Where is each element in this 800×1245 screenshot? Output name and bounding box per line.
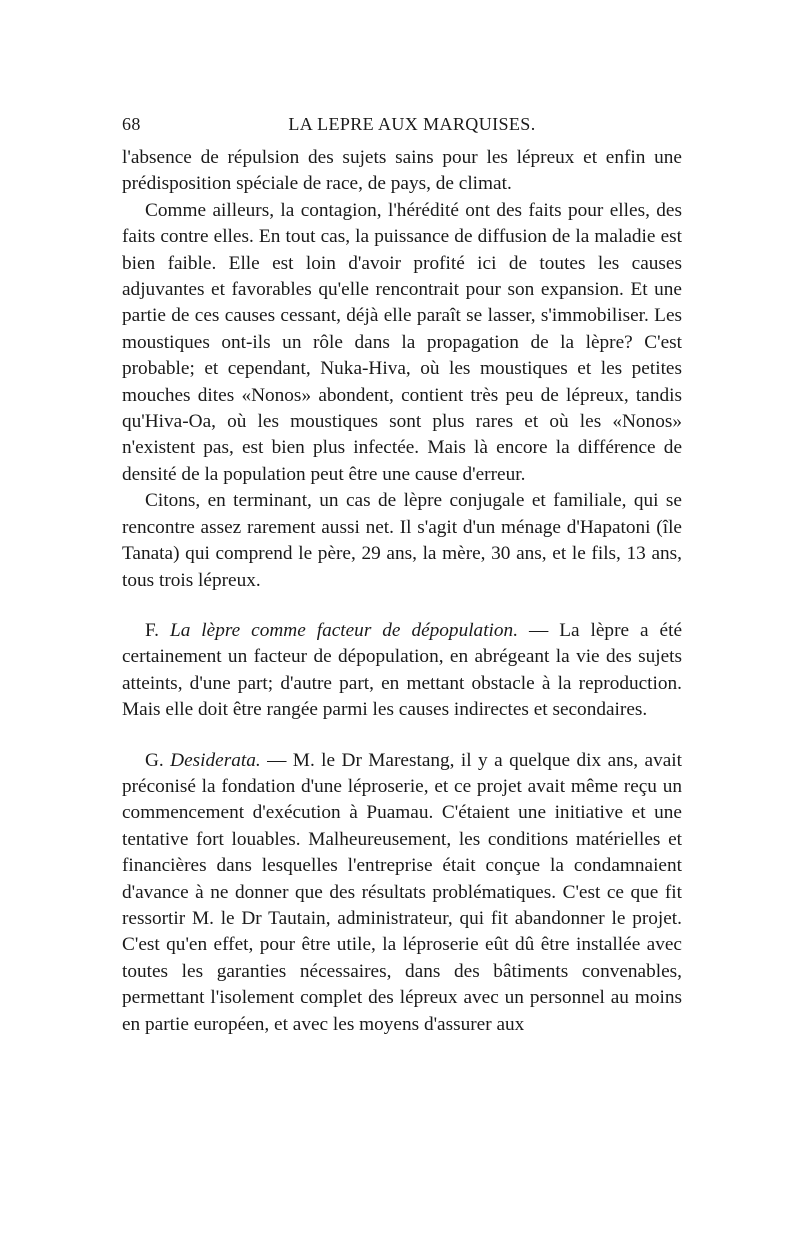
section-f-label: F.	[145, 619, 159, 641]
section-g-title: Desiderata.	[170, 749, 261, 771]
body-text	[122, 145, 682, 1038]
paragraph: Citons, en terminant, un cas de lèpre conjugale et familiale, qui se rencontre assez rarement aussi net. Il s'agit d'un ménage d'Hapatoni (île Tanata) qui comprend le père, 29 ans, la mère, 30 ans, et le fils, 13 ans, tous trois lépreux.	[122, 490, 682, 591]
paragraph: Comme ailleurs, la contagion, l'hérédité ont des faits pour elles, des faits contre elles. En tout cas, la puissance de diffusion de la maladie est bien faible. Elle est loin d'avoir profité ici de toutes les causes adjuvantes et favorables qu'elle rencontrait pour son expansion. Et une partie de ces causes cessant, déjà elle paraît se lasser, s'immobiliser. Les moustiques ont-ils un rôle dans la propagation de la lèpre? C'est probable; et cependant, Nuka-Hiva, où les moustiques et les petites mouches dites «Nonos» abondent, contient très peu de lépreux, tandis qu'Hiva-Oa, où les moustiques sont plus rares et où les «Nonos» n'existent pas, est bien plus infectée. Mais là encore la différence de densité de la population peut être une cause d'erreur.	[122, 199, 682, 485]
section-g-text: — M. le Dr Marestang, il y a quelque dix ans, avait préconisé la fondation d'une léproserie, et ce projet avait même reçu un commencement d'exécution à Puamau. C'étaient une initiative et une tentative fort louables. Malheureusement, les conditions matérielles et financières dans lesquelles l'entreprise était conçue la condamnaient d'avance à ne donner que des résultats problématiques. C'est ce que fit ressortir M. le Dr Tautain, administrateur, qui fit abandonner le projet. C'est qu'en effet, pour être utile, la léproserie eût dû être installée avec toutes les garanties nécessaires, dans des bâtiments convenables, permettant l'isolement complet des lépreux avec un personnel au moins en partie européen, et avec les moyens d'assurer aux	[122, 749, 682, 1035]
page-header	[122, 114, 682, 140]
paragraph: l'absence de répulsion des sujets sains pour les lépreux et enfin une prédisposition spéciale de race, de pays, de climat.	[122, 147, 682, 195]
section-g-label: G.	[145, 749, 164, 771]
section-f-text: — La lèpre a été certainement un facteur de dépopulation, en abrégeant la vie des sujets atteints, d'une part; d'autre part, en mettant obstacle à la reproduction. Mais elle doit être rangée parmi les causes indirectes et secondaires.	[122, 619, 683, 721]
section-f	[122, 618, 682, 724]
section-g	[122, 748, 682, 1038]
page-number: 68	[122, 114, 141, 134]
section-f-title: La lèpre comme facteur de dépopulation.	[169, 619, 519, 641]
running-title: LA LEPRE AUX MARQUISES.	[288, 114, 536, 134]
